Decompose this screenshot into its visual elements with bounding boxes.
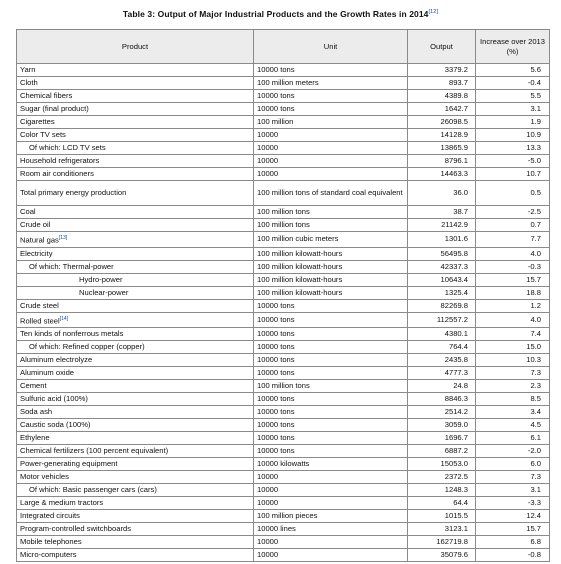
- cell-output: 1248.3: [408, 484, 476, 497]
- cell-product: [17, 445, 254, 458]
- table-row: [17, 116, 550, 129]
- cell-output: 10643.4: [408, 273, 476, 286]
- cell-product: [17, 260, 254, 273]
- product-name: Ethylene: [20, 433, 50, 443]
- cell-increase: -3.3: [476, 497, 550, 510]
- cell-product: [17, 393, 254, 406]
- table-row: [17, 328, 550, 341]
- product-name: Chemical fertilizers (100 percent equivalent): [20, 446, 169, 456]
- product-name: Of which: Basic passenger cars (cars): [29, 485, 157, 495]
- cell-output: 1642.7: [408, 103, 476, 116]
- product-name: Nuclear-power: [79, 287, 129, 297]
- cell-increase: 6.8: [476, 536, 550, 549]
- cell-product: [17, 155, 254, 168]
- cell-output: 4380.1: [408, 328, 476, 341]
- cell-increase: 4.5: [476, 419, 550, 432]
- cell-product: [17, 354, 254, 367]
- cell-increase: 7.3: [476, 367, 550, 380]
- table-row: [17, 380, 550, 393]
- cell-increase: -0.8: [476, 549, 550, 562]
- cell-output: 26098.5: [408, 116, 476, 129]
- cell-output: 1015.5: [408, 510, 476, 523]
- header-product: Product: [17, 30, 254, 64]
- cell-product: [17, 64, 254, 77]
- cell-increase: 7.7: [476, 232, 550, 248]
- product-name: Program-controlled switchboards: [20, 524, 131, 534]
- cell-product: [17, 90, 254, 103]
- cell-unit: 10000 tons: [254, 328, 408, 341]
- product-name: Cement: [20, 381, 47, 391]
- cell-output: 162719.8: [408, 536, 476, 549]
- cell-product: [17, 432, 254, 445]
- footnote-link[interactable]: [14]: [59, 315, 69, 322]
- cell-output: 1325.4: [408, 286, 476, 299]
- cell-output: 3059.0: [408, 419, 476, 432]
- product-name: Cigarettes: [20, 117, 55, 126]
- table-row: [17, 458, 550, 471]
- product-name: Color TV sets: [20, 130, 66, 139]
- cell-increase: 5.5: [476, 90, 550, 103]
- table-row: [17, 142, 550, 155]
- cell-unit: 100 million kilowatt-hours: [254, 286, 408, 299]
- cell-increase: 13.3: [476, 142, 550, 155]
- table-row: [17, 103, 550, 116]
- product-name: Of which: Thermal-power: [29, 261, 114, 271]
- cell-product: [17, 168, 254, 181]
- cell-increase: 12.4: [476, 510, 550, 523]
- table-row: [17, 354, 550, 367]
- cell-product: [17, 103, 254, 116]
- cell-unit: 10000 tons: [254, 393, 408, 406]
- cell-increase: 15.0: [476, 341, 550, 354]
- cell-product: [17, 232, 254, 248]
- table-body: [17, 64, 550, 562]
- table-row: [17, 497, 550, 510]
- table-row: [17, 206, 550, 219]
- cell-increase: 1.9: [476, 116, 550, 129]
- cell-product: [17, 142, 254, 155]
- product-name: Natural gas: [20, 235, 59, 245]
- product-name: Chemical fibers: [20, 91, 73, 100]
- cell-unit: 10000 tons: [254, 354, 408, 367]
- product-name: Crude steel: [20, 300, 59, 310]
- cell-unit: 100 million pieces: [254, 510, 408, 523]
- product-name: Hydro-power: [79, 274, 123, 284]
- product-name: Rolled steel: [20, 316, 60, 326]
- table-title-text: Table 3: Output of Major Industrial Products and the Growth Rates in 2014: [122, 9, 429, 19]
- cell-output: 112557.2: [408, 312, 476, 328]
- cell-unit: 100 million tons: [254, 380, 408, 393]
- cell-output: 1696.7: [408, 432, 476, 445]
- cell-unit: 10000 kilowatts: [254, 458, 408, 471]
- cell-increase: -2.0: [476, 445, 550, 458]
- table-row: [17, 168, 550, 181]
- cell-output: 36.0: [408, 181, 476, 206]
- product-name: Large & medium tractors: [20, 498, 104, 508]
- cell-unit: 10000 tons: [254, 367, 408, 380]
- product-name: Of which: LCD TV sets: [29, 143, 106, 152]
- cell-product: [17, 206, 254, 219]
- cell-unit: 10000: [254, 484, 408, 497]
- cell-output: 64.4: [408, 497, 476, 510]
- cell-unit: 10000: [254, 142, 408, 155]
- cell-increase: 6.0: [476, 458, 550, 471]
- cell-increase: 4.0: [476, 247, 550, 260]
- table-row: [17, 155, 550, 168]
- cell-product: [17, 77, 254, 90]
- table-row: [17, 260, 550, 273]
- cell-unit: 10000: [254, 129, 408, 142]
- table-row: [17, 273, 550, 286]
- cell-output: 3123.1: [408, 523, 476, 536]
- table-row: [17, 419, 550, 432]
- cell-output: 82269.8: [408, 299, 476, 312]
- cell-output: 8796.1: [408, 155, 476, 168]
- cell-product: [17, 312, 254, 328]
- cell-output: 38.7: [408, 206, 476, 219]
- product-name: Total primary energy production: [20, 188, 127, 197]
- cell-increase: 18.8: [476, 286, 550, 299]
- cell-output: 35079.6: [408, 549, 476, 562]
- industrial-output-table: [16, 29, 550, 562]
- title-footnote-link[interactable]: [12]: [428, 9, 439, 16]
- product-name: Yarn: [20, 65, 36, 74]
- cell-product: [17, 286, 254, 299]
- product-name: Caustic soda (100%): [20, 420, 91, 430]
- cell-product: [17, 341, 254, 354]
- cell-output: 893.7: [408, 77, 476, 90]
- product-name: Power-generating equipment: [20, 459, 118, 469]
- product-name: Of which: Refined copper (copper): [29, 342, 145, 352]
- cell-product: [17, 406, 254, 419]
- cell-product: [17, 419, 254, 432]
- cell-output: 56495.8: [408, 247, 476, 260]
- table-row: [17, 77, 550, 90]
- cell-unit: 10000: [254, 155, 408, 168]
- cell-output: 6887.2: [408, 445, 476, 458]
- cell-product: [17, 181, 254, 206]
- cell-output: 2514.2: [408, 406, 476, 419]
- cell-output: 14128.9: [408, 129, 476, 142]
- table-row: [17, 341, 550, 354]
- cell-output: 1301.6: [408, 232, 476, 248]
- cell-increase: 10.7: [476, 168, 550, 181]
- table-header-row: [17, 30, 550, 64]
- cell-increase: -5.0: [476, 155, 550, 168]
- table-row: [17, 181, 550, 206]
- product-name: Sulfuric acid (100%): [20, 394, 88, 404]
- product-name: Mobile telephones: [20, 537, 82, 547]
- product-name: Sugar (final product): [20, 104, 89, 113]
- table-row: [17, 247, 550, 260]
- cell-unit: 10000 tons: [254, 445, 408, 458]
- cell-product: [17, 328, 254, 341]
- product-name: Cloth: [20, 78, 38, 87]
- cell-unit: 100 million tons of standard coal equivalent: [254, 181, 408, 206]
- cell-increase: 3.1: [476, 103, 550, 116]
- cell-increase: 8.5: [476, 393, 550, 406]
- table-title: [0, 9, 561, 19]
- header-output: Output: [408, 30, 476, 64]
- cell-unit: 10000 tons: [254, 299, 408, 312]
- cell-increase: 4.0: [476, 312, 550, 328]
- cell-unit: 10000: [254, 168, 408, 181]
- table-row: [17, 367, 550, 380]
- table-row: [17, 219, 550, 232]
- cell-unit: 10000 tons: [254, 341, 408, 354]
- table-row: [17, 64, 550, 77]
- cell-increase: -0.4: [476, 77, 550, 90]
- cell-increase: 5.6: [476, 64, 550, 77]
- table-row: [17, 299, 550, 312]
- table-row: [17, 549, 550, 562]
- cell-output: 21142.9: [408, 219, 476, 232]
- cell-increase: 3.1: [476, 484, 550, 497]
- table-row: [17, 232, 550, 248]
- product-name: Crude oil: [20, 220, 51, 229]
- product-name: Household refrigerators: [20, 156, 100, 165]
- table-row: [17, 471, 550, 484]
- cell-product: [17, 367, 254, 380]
- cell-unit: 10000: [254, 497, 408, 510]
- product-name: Aluminum oxide: [20, 368, 75, 378]
- cell-increase: 6.1: [476, 432, 550, 445]
- product-name: Motor vehicles: [20, 472, 69, 482]
- table-row: [17, 393, 550, 406]
- cell-increase: 2.3: [476, 380, 550, 393]
- header-increase: Increase over 2013 (%): [476, 30, 550, 64]
- cell-increase: 0.5: [476, 181, 550, 206]
- table-row: [17, 129, 550, 142]
- cell-unit: 10000 tons: [254, 406, 408, 419]
- cell-increase: -2.5: [476, 206, 550, 219]
- table-row: [17, 523, 550, 536]
- cell-increase: 10.9: [476, 129, 550, 142]
- cell-output: 8846.3: [408, 393, 476, 406]
- cell-output: 4389.8: [408, 90, 476, 103]
- table-row: [17, 536, 550, 549]
- cell-unit: 10000 tons: [254, 419, 408, 432]
- cell-product: [17, 247, 254, 260]
- product-name: Micro-computers: [20, 550, 77, 560]
- cell-unit: 10000 tons: [254, 432, 408, 445]
- cell-increase: 7.4: [476, 328, 550, 341]
- cell-unit: 100 million kilowatt-hours: [254, 247, 408, 260]
- cell-increase: 7.3: [476, 471, 550, 484]
- cell-product: [17, 523, 254, 536]
- cell-product: [17, 549, 254, 562]
- cell-unit: 10000 tons: [254, 90, 408, 103]
- table-row: [17, 484, 550, 497]
- product-name: Electricity: [20, 248, 53, 258]
- cell-output: 4777.3: [408, 367, 476, 380]
- cell-product: [17, 116, 254, 129]
- table-row: [17, 510, 550, 523]
- cell-increase: 15.7: [476, 273, 550, 286]
- cell-product: [17, 458, 254, 471]
- cell-product: [17, 471, 254, 484]
- cell-product: [17, 497, 254, 510]
- table-row: [17, 90, 550, 103]
- cell-unit: 100 million kilowatt-hours: [254, 260, 408, 273]
- cell-unit: 10000 tons: [254, 64, 408, 77]
- cell-product: [17, 129, 254, 142]
- cell-increase: 10.3: [476, 354, 550, 367]
- cell-output: 2372.5: [408, 471, 476, 484]
- table-row: [17, 432, 550, 445]
- cell-product: [17, 380, 254, 393]
- cell-unit: 10000 tons: [254, 103, 408, 116]
- cell-output: 24.8: [408, 380, 476, 393]
- cell-unit: 10000: [254, 471, 408, 484]
- cell-increase: 3.4: [476, 406, 550, 419]
- cell-output: 3379.2: [408, 64, 476, 77]
- cell-unit: 100 million meters: [254, 77, 408, 90]
- cell-unit: 10000: [254, 549, 408, 562]
- cell-unit: 10000 tons: [254, 312, 408, 328]
- product-name: Ten kinds of nonferrous metals: [20, 329, 124, 339]
- cell-increase: 1.2: [476, 299, 550, 312]
- cell-increase: 15.7: [476, 523, 550, 536]
- cell-unit: 100 million tons: [254, 219, 408, 232]
- cell-output: 13865.9: [408, 142, 476, 155]
- cell-product: [17, 510, 254, 523]
- table-bottom-border: [16, 561, 549, 562]
- table-row: [17, 312, 550, 328]
- footnote-link[interactable]: [13]: [58, 235, 68, 241]
- table-row: [17, 286, 550, 299]
- cell-increase: -0.3: [476, 260, 550, 273]
- cell-output: 14463.3: [408, 168, 476, 181]
- cell-unit: 10000 lines: [254, 523, 408, 536]
- cell-output: 42337.3: [408, 260, 476, 273]
- product-name: Soda ash: [20, 407, 53, 417]
- cell-unit: 10000: [254, 536, 408, 549]
- cell-unit: 100 million: [254, 116, 408, 129]
- product-name: Aluminum electrolyze: [20, 355, 93, 365]
- cell-product: [17, 536, 254, 549]
- cell-output: 2435.8: [408, 354, 476, 367]
- cell-unit: 100 million tons: [254, 206, 408, 219]
- cell-product: [17, 299, 254, 312]
- table-row: [17, 406, 550, 419]
- cell-increase: 0.7: [476, 219, 550, 232]
- product-name: Room air conditioners: [20, 169, 94, 178]
- cell-unit: 100 million kilowatt-hours: [254, 273, 408, 286]
- table-row: [17, 445, 550, 458]
- cell-unit: 100 million cubic meters: [254, 232, 408, 248]
- product-name: Integrated circuits: [20, 511, 80, 521]
- cell-product: [17, 273, 254, 286]
- product-name: Coal: [20, 207, 36, 216]
- cell-output: 764.4: [408, 341, 476, 354]
- cell-product: [17, 484, 254, 497]
- header-unit: Unit: [254, 30, 408, 64]
- cell-output: 15053.0: [408, 458, 476, 471]
- cell-product: [17, 219, 254, 232]
